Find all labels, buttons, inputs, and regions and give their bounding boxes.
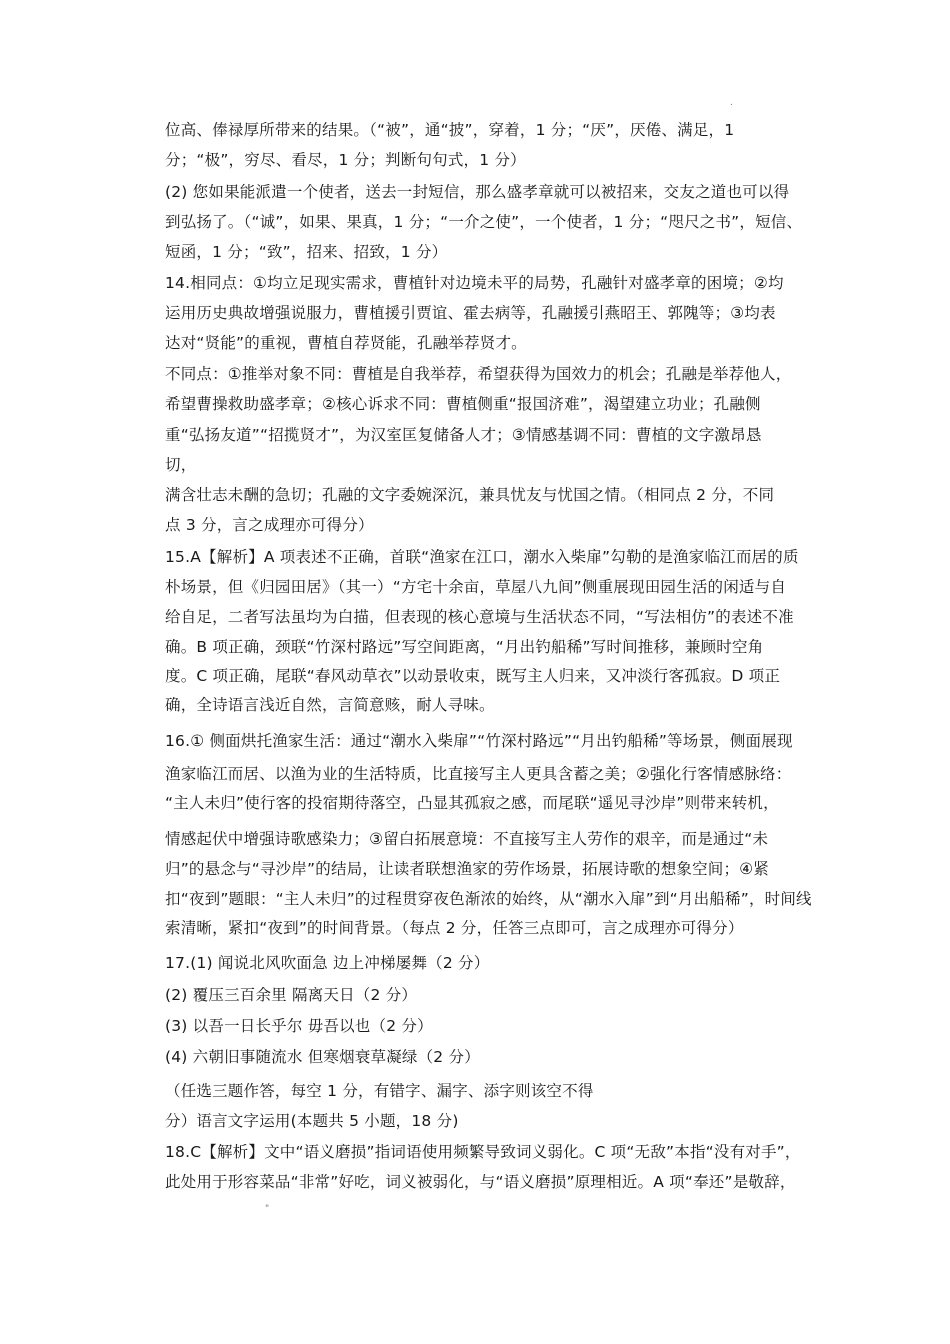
text-line: 扣“夜到”题眼：“主人未归”的过程贯穿夜色渐浓的始终，从“潮水入扉”到“月出船稀”，时间线 [165,890,812,908]
text-line: 15.A【解析】A 项表述不正确，首联“渔家在江口，潮水入柴扉”勾勒的是渔家临江而居的质 [165,548,799,566]
text-line: 17.(1) 闻说北风吹面急 边上冲梯屡舞（2 分） [165,954,490,972]
text-line: 分；“极”，穷尽、看尽，1 分；判断句句式，1 分） [165,151,526,169]
text-line: 达对“贤能”的重视，曹植自荐贤能，孔融举荐贤才。 [165,334,527,352]
text-line: 渔家临江而居、以渔为业的生活特质，比直接写主人更具含蓄之美；②强化行客情感脉络： [165,765,792,783]
text-line: 朴场景，但《归园田居》（其一）“方宅十余亩，草屋八九间”侧重展现田园生活的闲适与自 [165,578,787,596]
text-line: 16.① 侧面烘托渔家生活：通过“潮水入柴扉”“竹深村路远”“月出钓船稀”等场景，侧面展现 [165,732,793,750]
text-line: 切， [165,456,197,474]
text-line: (3) 以吾一日长乎尔 毋吾以也（2 分） [165,1017,433,1035]
text-line: 重“弘扬友道”“招揽贤才”，为汉室匡复储备人才；③情感基调不同：曹植的文字激昂恳 [165,426,762,444]
text-line: 情感起伏中增强诗歌感染力；③留白拓展意境：不直接写主人劳作的艰辛，而是通过“未 [165,830,769,848]
text-line: (2) 您如果能派遣一个使者，送去一封短信，那么盛孝章就可以被招来，交友之道也可以得 [165,183,790,201]
text-line: 确，全诗语言浅近自然，言简意赅，耐人寻味。 [165,696,495,714]
text-line: （任选三题作答，每空 1 分，有错字、漏字、添字则该空不得 [165,1082,594,1100]
text-line: 点 3 分，言之成理亦可得分） [165,516,374,534]
text-line: 14.相同点：①均立足现实需求，曹植针对边境未平的局势，孔融针对盛孝章的困境；②均 [165,274,784,292]
text-line: “主人未归”使行客的投宿期待落空，凸显其孤寂之感，而尾联“遥见寻沙岸”则带来转机， [165,794,779,812]
text-line: 短函，1 分；“致”，招来、招致，1 分） [165,243,448,261]
text-line: 归”的悬念与“寻沙岸”的结局，让读者联想渔家的劳作场景，拓展诗歌的想象空间；④紧 [165,860,769,878]
text-line: (4) 六朝旧事随流水 但寒烟衰草凝绿（2 分） [165,1048,480,1066]
text-line: 到弘扬了。（“诚”，如果、果真，1 分；“一介之使”，一个使者，1 分；“咫尺之书”，短信、 [165,213,803,231]
text-line: 不同点：①推举对象不同：曹植是自我举荐，希望获得为国效力的机会；孔融是举荐他人， [165,365,792,383]
text-line: 此处用于形容菜品“非常”好吃，词义被弱化，与“语义磨损”原理相近。A 项“奉还”是敬辞， [165,1173,796,1191]
text-line: 运用历史典故增强说服力，曹植援引贾谊、霍去病等，孔融援引燕昭王、郭隗等；③均表 [165,304,776,322]
text-line: 位高、俸禄厚所带来的结果。（“被”，通“披”，穿着，1 分；“厌”，厌倦、满足，1 [165,121,735,139]
text-line: 18.C【解析】文中“语义磨损”指词语使用频繁导致词义弱化。C 项“无敌”本指“没有对手”， [165,1143,801,1161]
text-line: (2) 覆压三百余里 隔离天日（2 分） [165,986,418,1004]
text-line: 给自足，二者写法虽均为白描，但表现的核心意境与生活状态不同，“写法相仿”的表述不准 [165,608,794,626]
text-line: 度。C 项正确，尾联“春风动草衣”以动景收束，既写主人归来，又冲淡行客孤寂。D 项正 [165,667,781,685]
top-mark: . [730,98,733,108]
text-line: 确。B 项正确，颈联“竹深村路远”写空间距离，“月出钓船稀”写时间推移，兼顾时空角 [165,638,764,656]
text-line: 满含壮志未酬的急切；孔融的文字委婉深沉，兼具忧友与忧国之情。（相同点 2 分，不同 [165,486,775,504]
bottom-mark: " [265,1204,270,1214]
text-line: 分）语言文字运用(本题共 5 小题，18 分) [165,1112,459,1130]
text-line: 索清晰，紧扣“夜到”的时间背景。（每点 2 分，任答三点即可，言之成理亦可得分） [165,919,744,937]
text-line: 希望曹操救助盛孝章；②核心诉求不同：曹植侧重“报国济难”，渴望建立功业；孔融侧 [165,395,761,413]
